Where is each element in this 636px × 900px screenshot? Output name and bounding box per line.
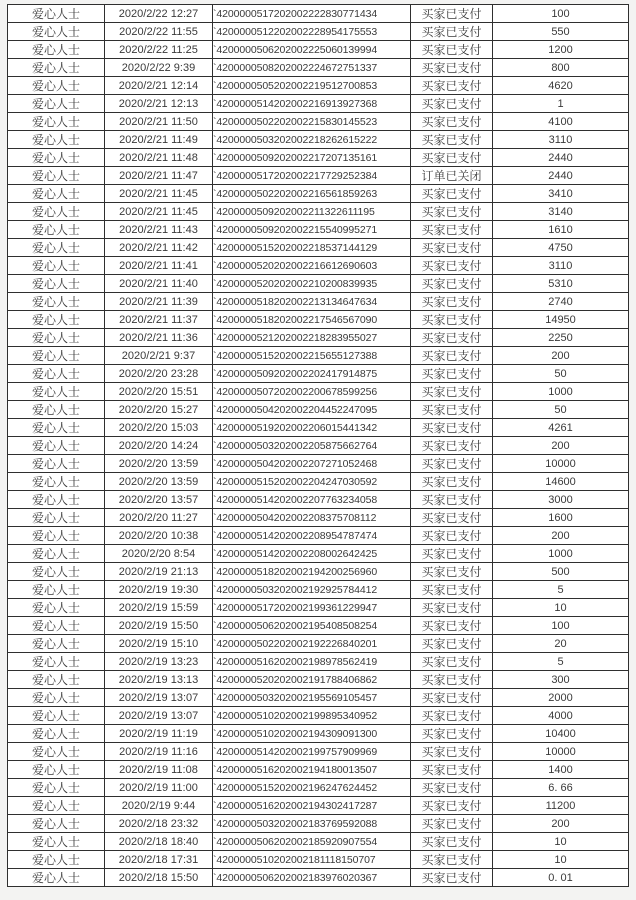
table-row [8, 329, 629, 347]
table-row [8, 635, 629, 653]
datetime-cell[interactable]: 2020/2/21 9:37 [105, 347, 213, 365]
amount-cell[interactable]: 4750 [493, 239, 629, 257]
order-number-cell[interactable]: `4200000514202002208954787474 [213, 527, 411, 545]
donor-name-cell[interactable]: 爱心人士 [8, 239, 105, 257]
amount-cell[interactable]: 200 [493, 437, 629, 455]
donor-name-cell[interactable]: 爱心人士 [8, 851, 105, 869]
amount-cell[interactable]: 3110 [493, 131, 629, 149]
table-row [8, 599, 629, 617]
datetime-cell[interactable]: 2020/2/18 17:31 [105, 851, 213, 869]
amount-cell[interactable]: 500 [493, 563, 629, 581]
datetime-cell[interactable]: 2020/2/19 15:59 [105, 599, 213, 617]
donor-name-cell[interactable]: 爱心人士 [8, 77, 105, 95]
datetime-cell[interactable]: 2020/2/21 11:42 [105, 239, 213, 257]
order-number-cell[interactable]: `4200000516202002194180013507 [213, 761, 411, 779]
amount-cell[interactable]: 1 [493, 95, 629, 113]
status-cell[interactable]: 买家已支付 [411, 797, 493, 815]
datetime-cell[interactable]: 2020/2/20 23:28 [105, 365, 213, 383]
datetime-cell[interactable]: 2020/2/22 12:27 [105, 5, 213, 23]
status-cell[interactable]: 买家已支付 [411, 401, 493, 419]
table-body [8, 5, 629, 887]
status-cell[interactable]: 买家已支付 [411, 329, 493, 347]
donor-name-cell[interactable]: 爱心人士 [8, 869, 105, 887]
datetime-cell[interactable]: 2020/2/21 11:40 [105, 275, 213, 293]
order-number-cell[interactable]: `4200000504202002208375708112 [213, 509, 411, 527]
datetime-cell[interactable]: 2020/2/21 11:36 [105, 329, 213, 347]
table-row [8, 797, 629, 815]
status-cell[interactable]: 买家已支付 [411, 635, 493, 653]
status-cell[interactable]: 买家已支付 [411, 671, 493, 689]
datetime-cell[interactable]: 2020/2/20 8:54 [105, 545, 213, 563]
table-row [8, 563, 629, 581]
donor-name-cell[interactable]: 爱心人士 [8, 131, 105, 149]
amount-cell[interactable]: 800 [493, 59, 629, 77]
amount-cell[interactable]: 10 [493, 599, 629, 617]
status-cell[interactable]: 买家已支付 [411, 437, 493, 455]
donor-name-cell[interactable]: 爱心人士 [8, 311, 105, 329]
datetime-cell[interactable]: 2020/2/21 11:41 [105, 257, 213, 275]
status-cell[interactable]: 买家已支付 [411, 347, 493, 365]
donor-name-cell[interactable]: 爱心人士 [8, 599, 105, 617]
status-cell[interactable]: 买家已支付 [411, 311, 493, 329]
donor-name-cell[interactable]: 爱心人士 [8, 509, 105, 527]
order-number-cell[interactable]: `4200000502202002216561859263 [213, 185, 411, 203]
datetime-cell[interactable]: 2020/2/22 9:39 [105, 59, 213, 77]
table-row [8, 77, 629, 95]
table-row [8, 347, 629, 365]
amount-cell[interactable]: 2440 [493, 167, 629, 185]
order-number-cell[interactable]: `4200000514202002199757909969 [213, 743, 411, 761]
amount-cell[interactable]: 10400 [493, 725, 629, 743]
order-number-cell[interactable]: `4200000515202002204247030592 [213, 473, 411, 491]
status-cell[interactable]: 买家已支付 [411, 239, 493, 257]
order-number-cell[interactable]: `4200000506202002183976020367 [213, 869, 411, 887]
amount-cell[interactable]: 200 [493, 815, 629, 833]
table-row [8, 365, 629, 383]
donor-name-cell[interactable]: 爱心人士 [8, 653, 105, 671]
status-cell[interactable]: 买家已支付 [411, 689, 493, 707]
table-row [8, 833, 629, 851]
donor-name-cell[interactable]: 爱心人士 [8, 257, 105, 275]
status-cell[interactable]: 买家已支付 [411, 653, 493, 671]
datetime-cell[interactable]: 2020/2/22 11:55 [105, 23, 213, 41]
amount-cell[interactable]: 4100 [493, 113, 629, 131]
order-number-cell[interactable]: `4200000506202002225060139994 [213, 41, 411, 59]
status-cell[interactable]: 买家已支付 [411, 563, 493, 581]
status-cell[interactable]: 买家已支付 [411, 419, 493, 437]
amount-cell[interactable]: 3000 [493, 491, 629, 509]
status-cell[interactable]: 买家已支付 [411, 365, 493, 383]
table-row [8, 293, 629, 311]
table-row [8, 257, 629, 275]
donor-name-cell[interactable]: 爱心人士 [8, 761, 105, 779]
status-cell[interactable]: 买家已支付 [411, 185, 493, 203]
donor-name-cell[interactable]: 爱心人士 [8, 185, 105, 203]
spreadsheet-area [7, 4, 629, 887]
donor-name-cell[interactable]: 爱心人士 [8, 419, 105, 437]
donor-name-cell[interactable]: 爱心人士 [8, 671, 105, 689]
status-cell[interactable]: 买家已支付 [411, 95, 493, 113]
order-number-cell[interactable]: `4200000509202002217207135161 [213, 149, 411, 167]
status-cell[interactable]: 买家已支付 [411, 707, 493, 725]
status-cell[interactable]: 买家已支付 [411, 617, 493, 635]
table-row [8, 509, 629, 527]
datetime-cell[interactable]: 2020/2/19 19:30 [105, 581, 213, 599]
order-number-cell[interactable]: `4200000518202002194200256960 [213, 563, 411, 581]
donor-name-cell[interactable]: 爱心人士 [8, 401, 105, 419]
donor-name-cell[interactable]: 爱心人士 [8, 293, 105, 311]
donor-name-cell[interactable]: 爱心人士 [8, 779, 105, 797]
table-row [8, 203, 629, 221]
amount-cell[interactable]: 6. 66 [493, 779, 629, 797]
amount-cell[interactable]: 100 [493, 617, 629, 635]
amount-cell[interactable]: 1200 [493, 41, 629, 59]
order-number-cell[interactable]: `4200000510202002181118150707 [213, 851, 411, 869]
status-cell[interactable]: 买家已支付 [411, 5, 493, 23]
donor-name-cell[interactable]: 爱心人士 [8, 149, 105, 167]
donor-name-cell[interactable]: 爱心人士 [8, 437, 105, 455]
table-row [8, 41, 629, 59]
status-cell[interactable]: 买家已支付 [411, 599, 493, 617]
datetime-cell[interactable]: 2020/2/19 13:13 [105, 671, 213, 689]
order-number-cell[interactable]: `4200000516202002194302417287 [213, 797, 411, 815]
datetime-cell[interactable]: 2020/2/21 11:45 [105, 203, 213, 221]
order-number-cell[interactable]: `4200000506202002185920907554 [213, 833, 411, 851]
donor-name-cell[interactable]: 爱心人士 [8, 95, 105, 113]
table-row [8, 113, 629, 131]
order-number-cell[interactable]: `4200000514202002208002642425 [213, 545, 411, 563]
order-number-cell[interactable]: `4200000518202002217546567090 [213, 311, 411, 329]
donor-name-cell[interactable]: 爱心人士 [8, 815, 105, 833]
datetime-cell[interactable]: 2020/2/21 12:13 [105, 95, 213, 113]
amount-cell[interactable]: 50 [493, 401, 629, 419]
status-cell[interactable]: 买家已支付 [411, 869, 493, 887]
datetime-cell[interactable]: 2020/2/20 13:59 [105, 473, 213, 491]
datetime-cell[interactable]: 2020/2/20 13:57 [105, 491, 213, 509]
table-row [8, 437, 629, 455]
amount-cell[interactable]: 3110 [493, 257, 629, 275]
table-row [8, 275, 629, 293]
table-row [8, 185, 629, 203]
table-row [8, 23, 629, 41]
status-cell[interactable]: 买家已支付 [411, 275, 493, 293]
amount-cell[interactable]: 1400 [493, 761, 629, 779]
status-cell[interactable]: 买家已支付 [411, 779, 493, 797]
datetime-cell[interactable]: 2020/2/19 13:23 [105, 653, 213, 671]
status-cell[interactable]: 买家已支付 [411, 761, 493, 779]
amount-cell[interactable]: 2000 [493, 689, 629, 707]
order-number-cell[interactable]: `4200000504202002207271052468 [213, 455, 411, 473]
amount-cell[interactable]: 5 [493, 581, 629, 599]
status-cell[interactable]: 买家已支付 [411, 203, 493, 221]
datetime-cell[interactable]: 2020/2/22 11:25 [105, 41, 213, 59]
donor-name-cell[interactable]: 爱心人士 [8, 689, 105, 707]
datetime-cell[interactable]: 2020/2/21 11:50 [105, 113, 213, 131]
table-row [8, 869, 629, 887]
amount-cell[interactable]: 10 [493, 833, 629, 851]
status-cell[interactable]: 买家已支付 [411, 257, 493, 275]
amount-cell[interactable]: 0. 01 [493, 869, 629, 887]
status-cell[interactable]: 买家已支付 [411, 851, 493, 869]
datetime-cell[interactable]: 2020/2/19 13:07 [105, 707, 213, 725]
donor-name-cell[interactable]: 爱心人士 [8, 455, 105, 473]
amount-cell[interactable]: 200 [493, 347, 629, 365]
order-number-cell[interactable]: `4200000514202002216913927368 [213, 95, 411, 113]
status-cell[interactable]: 买家已支付 [411, 113, 493, 131]
status-cell[interactable]: 买家已支付 [411, 131, 493, 149]
order-number-cell[interactable]: `4200000509202002211322611195 [213, 203, 411, 221]
datetime-cell[interactable]: 2020/2/21 11:47 [105, 167, 213, 185]
table-row [8, 311, 629, 329]
datetime-cell[interactable]: 2020/2/20 13:59 [105, 455, 213, 473]
table-row [8, 5, 629, 23]
table-row [8, 689, 629, 707]
amount-cell[interactable]: 20 [493, 635, 629, 653]
status-cell[interactable]: 买家已支付 [411, 77, 493, 95]
table-row [8, 653, 629, 671]
table-row [8, 419, 629, 437]
order-number-cell[interactable]: `4200000515202002218537144129 [213, 239, 411, 257]
table-row [8, 527, 629, 545]
order-number-cell[interactable]: `4200000506202002195408508254 [213, 617, 411, 635]
datetime-cell[interactable]: 2020/2/20 14:24 [105, 437, 213, 455]
amount-cell[interactable]: 14950 [493, 311, 629, 329]
donor-name-cell[interactable]: 爱心人士 [8, 581, 105, 599]
order-number-cell[interactable]: `4200000512202002228954175553 [213, 23, 411, 41]
order-number-cell[interactable]: `4200000520202002191788406862 [213, 671, 411, 689]
order-number-cell[interactable]: `4200000514202002207763234058 [213, 491, 411, 509]
status-cell[interactable]: 买家已支付 [411, 455, 493, 473]
donor-name-cell[interactable]: 爱心人士 [8, 491, 105, 509]
table-row [8, 131, 629, 149]
donor-name-cell[interactable]: 爱心人士 [8, 833, 105, 851]
status-cell[interactable]: 买家已支付 [411, 383, 493, 401]
table-row [8, 455, 629, 473]
datetime-cell[interactable]: 2020/2/21 11:37 [105, 311, 213, 329]
amount-cell[interactable]: 11200 [493, 797, 629, 815]
table-row [8, 725, 629, 743]
amount-cell[interactable]: 1600 [493, 509, 629, 527]
datetime-cell[interactable]: 2020/2/19 21:13 [105, 563, 213, 581]
amount-cell[interactable]: 5310 [493, 275, 629, 293]
donor-name-cell[interactable]: 爱心人士 [8, 167, 105, 185]
donor-name-cell[interactable]: 爱心人士 [8, 113, 105, 131]
donor-name-cell[interactable]: 爱心人士 [8, 41, 105, 59]
order-number-cell[interactable]: `4200000503202002205875662764 [213, 437, 411, 455]
table-row [8, 617, 629, 635]
status-cell[interactable]: 买家已支付 [411, 293, 493, 311]
order-number-cell[interactable]: `4200000521202002218283955027 [213, 329, 411, 347]
status-cell[interactable]: 买家已支付 [411, 545, 493, 563]
donor-name-cell[interactable]: 爱心人士 [8, 743, 105, 761]
status-cell[interactable]: 买家已支付 [411, 59, 493, 77]
amount-cell[interactable]: 3140 [493, 203, 629, 221]
datetime-cell[interactable]: 2020/2/20 10:38 [105, 527, 213, 545]
order-number-cell[interactable]: `4200000518202002213134647634 [213, 293, 411, 311]
status-cell[interactable]: 买家已支付 [411, 491, 493, 509]
table-row [8, 545, 629, 563]
status-cell[interactable]: 买家已支付 [411, 833, 493, 851]
order-number-cell[interactable]: `4200000515202002215655127388 [213, 347, 411, 365]
datetime-cell[interactable]: 2020/2/20 15:27 [105, 401, 213, 419]
status-cell[interactable]: 买家已支付 [411, 23, 493, 41]
status-cell[interactable]: 买家已支付 [411, 581, 493, 599]
datetime-cell[interactable]: 2020/2/21 11:48 [105, 149, 213, 167]
order-number-cell[interactable]: `4200000517202002222830771434 [213, 5, 411, 23]
table-row [8, 743, 629, 761]
amount-cell[interactable]: 2250 [493, 329, 629, 347]
amount-cell[interactable]: 10 [493, 851, 629, 869]
datetime-cell[interactable]: 2020/2/21 11:43 [105, 221, 213, 239]
datetime-cell[interactable]: 2020/2/20 15:03 [105, 419, 213, 437]
donor-name-cell[interactable]: 爱心人士 [8, 203, 105, 221]
order-number-cell[interactable]: `4200000503202002183769592088 [213, 815, 411, 833]
amount-cell[interactable]: 14600 [493, 473, 629, 491]
donor-name-cell[interactable]: 爱心人士 [8, 473, 105, 491]
amount-cell[interactable]: 10000 [493, 743, 629, 761]
order-number-cell[interactable]: `4200000510202002194309091300 [213, 725, 411, 743]
donor-name-cell[interactable]: 爱心人士 [8, 635, 105, 653]
amount-cell[interactable]: 2740 [493, 293, 629, 311]
table-row [8, 815, 629, 833]
status-cell[interactable]: 买家已支付 [411, 221, 493, 239]
amount-cell[interactable]: 2440 [493, 149, 629, 167]
amount-cell[interactable]: 100 [493, 5, 629, 23]
status-cell[interactable]: 买家已支付 [411, 743, 493, 761]
amount-cell[interactable]: 4000 [493, 707, 629, 725]
status-cell[interactable]: 买家已支付 [411, 509, 493, 527]
table-row [8, 581, 629, 599]
amount-cell[interactable]: 5 [493, 653, 629, 671]
datetime-cell[interactable]: 2020/2/20 11:27 [105, 509, 213, 527]
order-number-cell[interactable]: `4200000502202002192226840201 [213, 635, 411, 653]
order-number-cell[interactable]: `4200000507202002200678599256 [213, 383, 411, 401]
donor-name-cell[interactable]: 爱心人士 [8, 527, 105, 545]
datetime-cell[interactable]: 2020/2/21 11:45 [105, 185, 213, 203]
donor-name-cell[interactable]: 爱心人士 [8, 617, 105, 635]
order-number-cell[interactable]: `4200000508202002224672751337 [213, 59, 411, 77]
table-row [8, 95, 629, 113]
amount-cell[interactable]: 550 [493, 23, 629, 41]
datetime-cell[interactable]: 2020/2/19 9:44 [105, 797, 213, 815]
donor-name-cell[interactable]: 爱心人士 [8, 23, 105, 41]
datetime-cell[interactable]: 2020/2/18 18:40 [105, 833, 213, 851]
donor-name-cell[interactable]: 爱心人士 [8, 5, 105, 23]
datetime-cell[interactable]: 2020/2/18 23:32 [105, 815, 213, 833]
datetime-cell[interactable]: 2020/2/19 13:07 [105, 689, 213, 707]
status-cell[interactable]: 买家已支付 [411, 41, 493, 59]
table-row [8, 473, 629, 491]
amount-cell[interactable]: 200 [493, 527, 629, 545]
order-number-cell[interactable]: `4200000503202002218262615222 [213, 131, 411, 149]
datetime-cell[interactable]: 2020/2/21 12:14 [105, 77, 213, 95]
order-number-cell[interactable]: `4200000509202002202417914875 [213, 365, 411, 383]
donor-name-cell[interactable]: 爱心人士 [8, 365, 105, 383]
datetime-cell[interactable]: 2020/2/20 15:51 [105, 383, 213, 401]
table-row [8, 149, 629, 167]
table-row [8, 401, 629, 419]
table-row [8, 707, 629, 725]
status-cell[interactable]: 买家已支付 [411, 725, 493, 743]
order-number-cell[interactable]: `4200000516202002198978562419 [213, 653, 411, 671]
order-number-cell[interactable]: `4200000520202002210200839935 [213, 275, 411, 293]
order-number-cell[interactable]: `4200000520202002216612690603 [213, 257, 411, 275]
transactions-table [7, 4, 629, 887]
order-number-cell[interactable]: `4200000517202002217729252384 [213, 167, 411, 185]
table-row [8, 167, 629, 185]
status-cell[interactable]: 买家已支付 [411, 815, 493, 833]
table-row [8, 779, 629, 797]
donor-name-cell[interactable]: 爱心人士 [8, 383, 105, 401]
table-row [8, 671, 629, 689]
donor-name-cell[interactable]: 爱心人士 [8, 221, 105, 239]
table-row [8, 851, 629, 869]
datetime-cell[interactable]: 2020/2/19 11:00 [105, 779, 213, 797]
table-row [8, 383, 629, 401]
table-row [8, 221, 629, 239]
order-number-cell[interactable]: `4200000515202002196247624452 [213, 779, 411, 797]
donor-name-cell[interactable]: 爱心人士 [8, 545, 105, 563]
donor-name-cell[interactable]: 爱心人士 [8, 59, 105, 77]
table-row [8, 761, 629, 779]
order-number-cell[interactable]: `4200000509202002215540995271 [213, 221, 411, 239]
datetime-cell[interactable]: 2020/2/18 15:50 [105, 869, 213, 887]
amount-cell[interactable]: 3410 [493, 185, 629, 203]
status-cell[interactable]: 订单已关闭 [411, 167, 493, 185]
order-number-cell[interactable]: `4200000510202002199895340952 [213, 707, 411, 725]
donor-name-cell[interactable]: 爱心人士 [8, 275, 105, 293]
order-number-cell[interactable]: `4200000504202002204452247095 [213, 401, 411, 419]
status-cell[interactable]: 买家已支付 [411, 527, 493, 545]
table-row [8, 239, 629, 257]
amount-cell[interactable]: 1610 [493, 221, 629, 239]
table-row [8, 59, 629, 77]
donor-name-cell[interactable]: 爱心人士 [8, 329, 105, 347]
order-number-cell[interactable]: `4200000502202002215830145523 [213, 113, 411, 131]
datetime-cell[interactable]: 2020/2/19 11:19 [105, 725, 213, 743]
donor-name-cell[interactable]: 爱心人士 [8, 347, 105, 365]
amount-cell[interactable]: 1000 [493, 383, 629, 401]
order-number-cell[interactable]: `4200000505202002219512700853 [213, 77, 411, 95]
order-number-cell[interactable]: `4200000503202002195569105457 [213, 689, 411, 707]
order-number-cell[interactable]: `4200000503202002192925784412 [213, 581, 411, 599]
status-cell[interactable]: 买家已支付 [411, 149, 493, 167]
donor-name-cell[interactable]: 爱心人士 [8, 725, 105, 743]
datetime-cell[interactable]: 2020/2/21 11:39 [105, 293, 213, 311]
amount-cell[interactable]: 300 [493, 671, 629, 689]
datetime-cell[interactable]: 2020/2/19 15:50 [105, 617, 213, 635]
donor-name-cell[interactable]: 爱心人士 [8, 563, 105, 581]
datetime-cell[interactable]: 2020/2/19 15:10 [105, 635, 213, 653]
donor-name-cell[interactable]: 爱心人士 [8, 797, 105, 815]
order-number-cell[interactable]: `4200000519202002206015441342 [213, 419, 411, 437]
order-number-cell[interactable]: `4200000517202002199361229947 [213, 599, 411, 617]
amount-cell[interactable]: 1000 [493, 545, 629, 563]
datetime-cell[interactable]: 2020/2/19 11:08 [105, 761, 213, 779]
status-cell[interactable]: 买家已支付 [411, 473, 493, 491]
amount-cell[interactable]: 4620 [493, 77, 629, 95]
donor-name-cell[interactable]: 爱心人士 [8, 707, 105, 725]
amount-cell[interactable]: 10000 [493, 455, 629, 473]
amount-cell[interactable]: 4261 [493, 419, 629, 437]
amount-cell[interactable]: 50 [493, 365, 629, 383]
table-row [8, 491, 629, 509]
datetime-cell[interactable]: 2020/2/21 11:49 [105, 131, 213, 149]
datetime-cell[interactable]: 2020/2/19 11:16 [105, 743, 213, 761]
